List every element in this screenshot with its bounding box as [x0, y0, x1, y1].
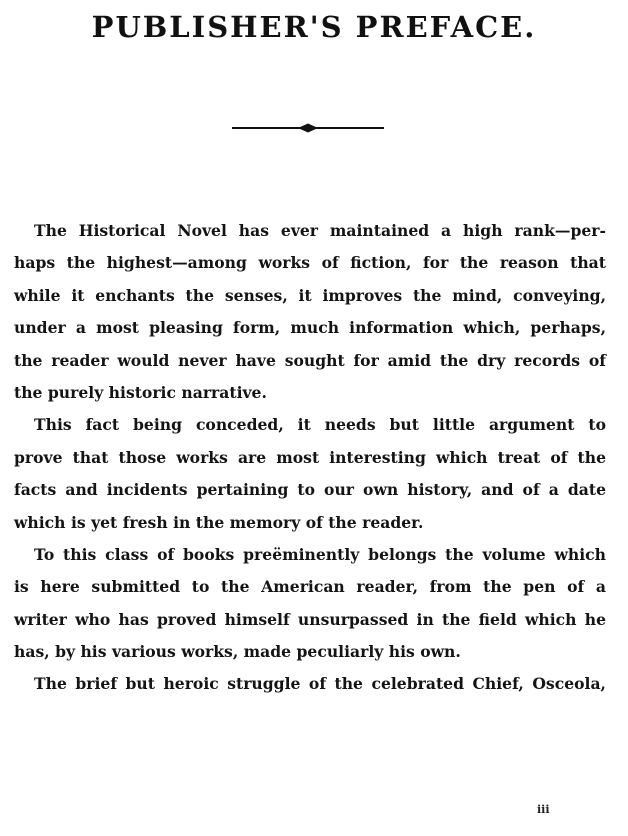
text-line: has, by his various works, made peculiarly his own. — [14, 642, 461, 662]
text-line: which is yet fresh in the memory of the reader. — [14, 512, 424, 532]
text-line: the reader would never have sought for amid the dry records of — [14, 350, 606, 370]
text-line: under a most pleasing form, much information which, perhaps, — [14, 318, 606, 338]
text-line: facts and incidents pertaining to our own history, and of a date — [14, 480, 606, 500]
text-line: The brief but heroic struggle of the celebrated Chief, Osceola, — [34, 674, 606, 694]
page-title: PUBLISHER'S PREFACE. — [91, 10, 537, 44]
text-line: haps the highest—among works of fiction, for the reason that — [14, 253, 606, 273]
text-line: is here submitted to the American reader, from the pen of a — [14, 577, 606, 597]
ornament-rule-icon — [232, 122, 384, 134]
preface-body — [14, 215, 606, 701]
text-line: writer who has proved himself unsurpassed in the field which he — [14, 609, 606, 629]
text-line: while it enchants the senses, it improves the mind, conveying, — [14, 285, 606, 305]
text-line: The Historical Novel has ever maintained a high rank—per- — [34, 221, 606, 240]
page-number: iii — [537, 803, 550, 816]
text-line: To this class of books preëminently belongs the volume which — [34, 544, 606, 564]
text-line: This fact being conceded, it needs but little argument to — [34, 415, 606, 435]
text-line: the purely historic narrative. — [14, 382, 267, 402]
text-line: prove that those works are most interesting which treat of the — [14, 447, 606, 467]
